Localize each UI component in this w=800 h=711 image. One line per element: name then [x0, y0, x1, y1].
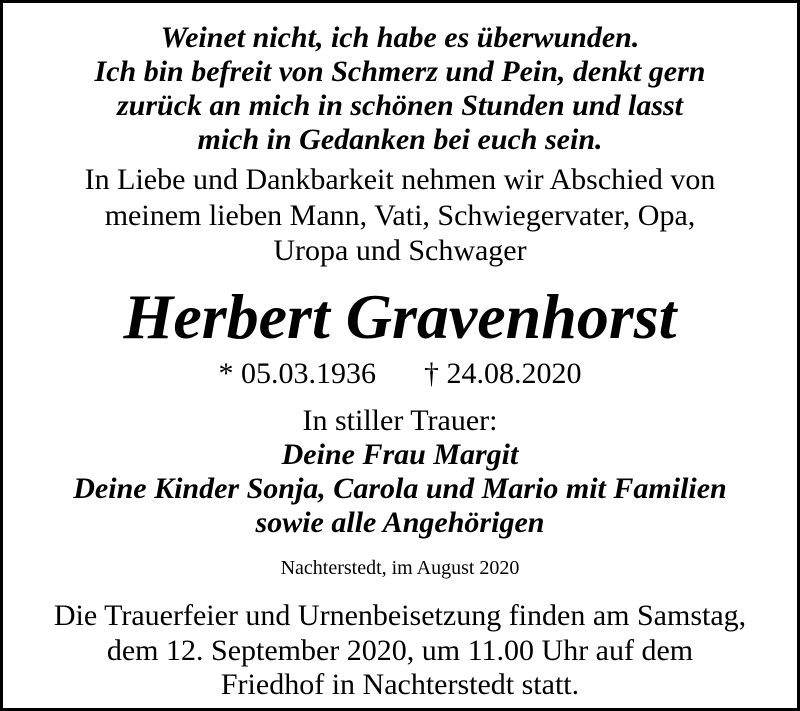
poem-line-4: mich in Gedanken bei euch sein. — [197, 123, 603, 156]
poem-line-1: Weinet nicht, ich habe es überwunden. — [160, 21, 640, 54]
poem-line-3: zurück an mich in schönen Stunden und lasst — [116, 89, 684, 122]
place-date: Nachterstedt, im August 2020 — [280, 557, 520, 579]
life-dates — [3, 357, 797, 391]
intro-line-1: In Liebe und Dankbarkeit nehmen wir Abschied von — [84, 163, 716, 196]
intro-line-2: meinem lieben Mann, Vati, Schwiegervater, Opa, — [104, 199, 696, 232]
birth-date: * 05.03.1936 — [218, 357, 376, 390]
death-date: † 24.08.2020 — [424, 357, 582, 390]
mourning-heading: In stiller Trauer: — [302, 404, 498, 437]
funeral-line-3: Friedhof in Nachterstedt statt. — [220, 668, 580, 701]
funeral-line-2: dem 12. September 2020, um 11.00 Uhr auf dem — [106, 634, 694, 667]
mourner-line-3: sowie alle Angehörigen — [255, 506, 545, 539]
deceased-name: Herbert Gravenhorst — [123, 281, 677, 352]
mourner-line-2: Deine Kinder Sonja, Carola und Mario mit Familien — [73, 472, 727, 505]
funeral-line-1: Die Trauerfeier und Urnenbeisetzung finden am Samstag, — [53, 599, 747, 632]
intro-line-3: Uropa und Schwager — [273, 234, 527, 267]
poem-line-2: Ich bin befreit von Schmerz und Pein, denkt gern — [94, 55, 706, 88]
mourner-line-1: Deine Frau Margit — [281, 438, 519, 471]
